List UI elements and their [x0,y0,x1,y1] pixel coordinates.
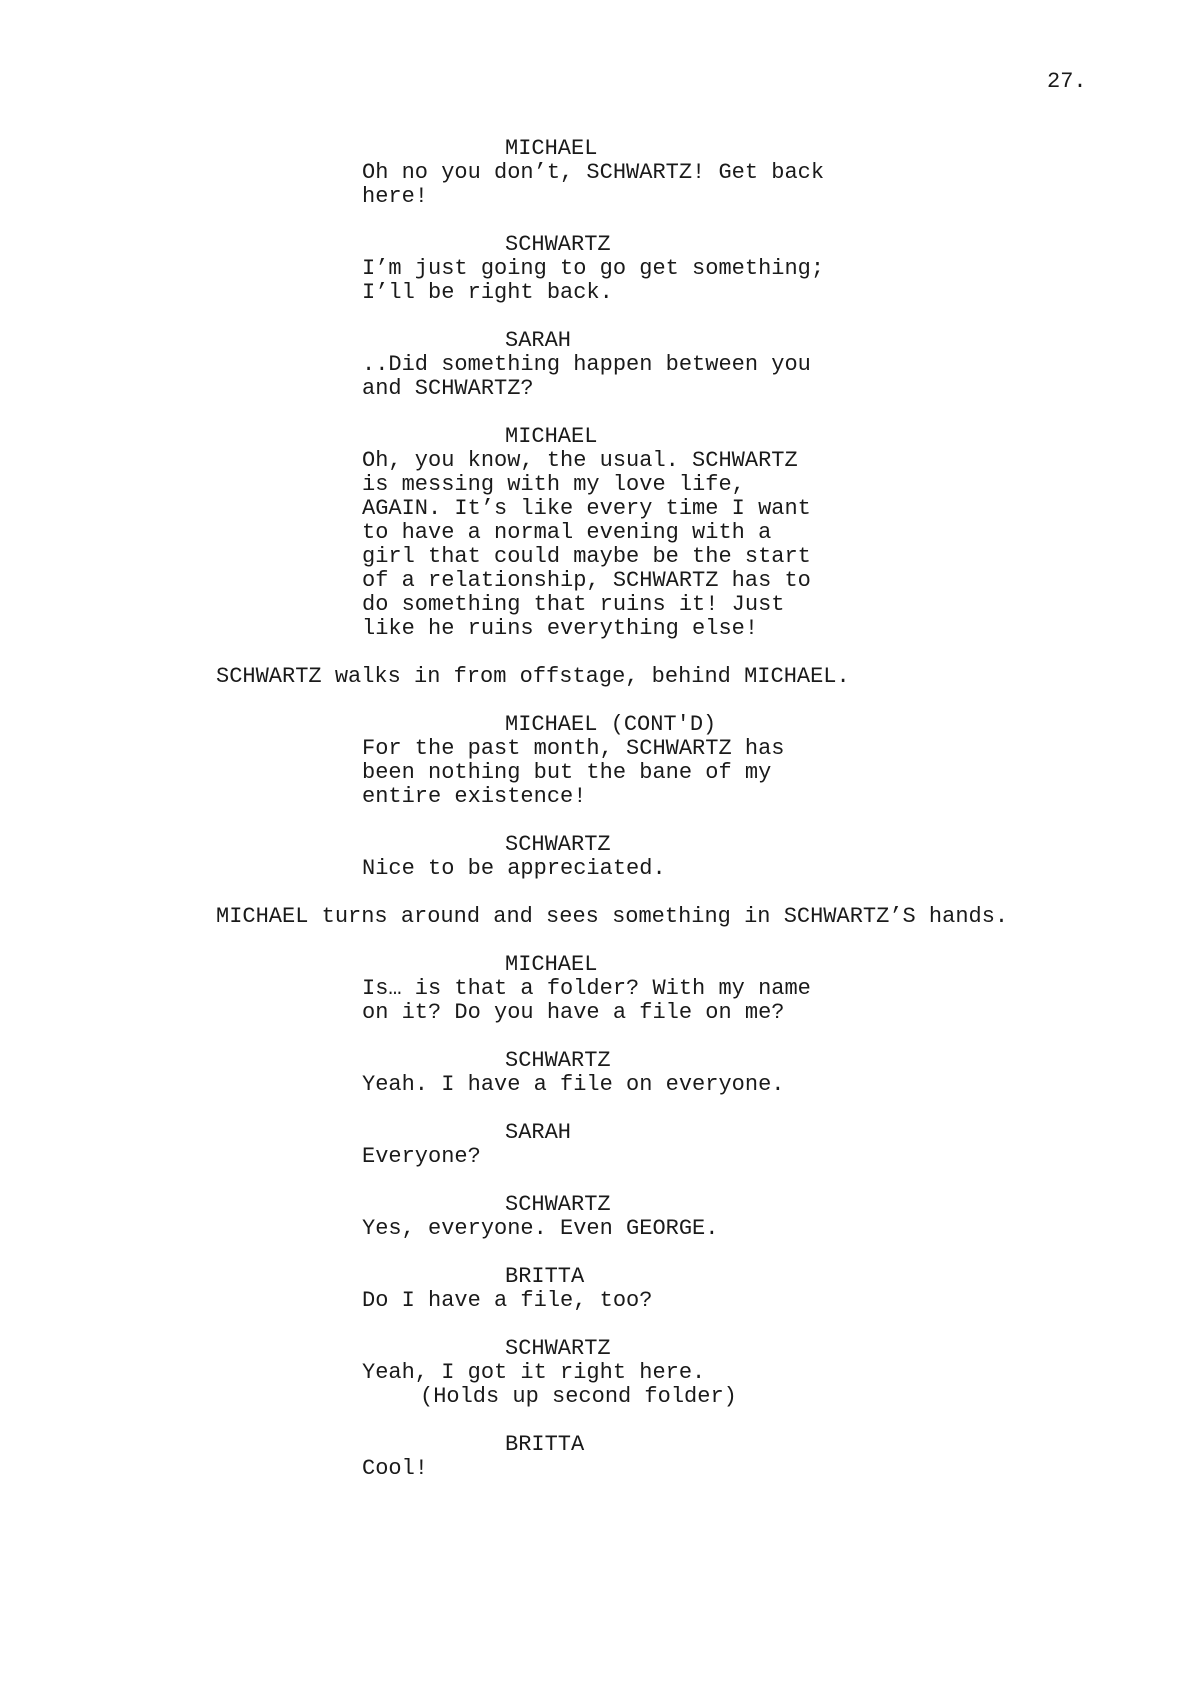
dialogue-line: For the past month, SCHWARTZ has [362,736,785,761]
action-line [0,905,1190,929]
dialogue-block [0,329,1190,401]
dialogue-block [0,233,1190,305]
dialogue-line: I’m just going to go get something; [362,256,825,281]
dialogue-block [0,713,1190,809]
dialogue-line: Nice to be appreciated. [362,856,666,881]
dialogue-line: like he ruins everything else! [362,616,759,641]
dialogue-line: I’ll be right back. [362,280,613,305]
dialogue-line: Cool! [362,1456,429,1481]
dialogue-line: Do I have a file, too? [362,1288,653,1313]
character-name: SCHWARTZ [505,1192,611,1217]
character-name: SARAH [505,1120,572,1145]
dialogue-block [0,1265,1190,1313]
dialogue-line: girl that could maybe be the start [362,544,811,569]
dialogue-line: to have a normal evening with a [362,520,772,545]
dialogue-block [0,137,1190,209]
script-body [0,137,1190,1505]
dialogue-block [0,1049,1190,1097]
dialogue-line: is messing with my love life, [362,472,745,497]
dialogue-line: entire existence! [362,784,587,809]
dialogue-line: Everyone? [362,1144,481,1169]
dialogue-block [0,1433,1190,1481]
dialogue-block [0,1337,1190,1409]
character-name: SARAH [505,328,572,353]
action-line [0,665,1190,689]
dialogue-line: Oh no you don’t, SCHWARTZ! Get back [362,160,825,185]
dialogue-line: Oh, you know, the usual. SCHWARTZ [362,448,798,473]
dialogue-line: Yes, everyone. Even GEORGE. [362,1216,719,1241]
dialogue-line: been nothing but the bane of my [362,760,772,785]
dialogue-line: of a relationship, SCHWARTZ has to [362,568,811,593]
dialogue-line: on it? Do you have a file on me? [362,1000,785,1025]
character-name: SCHWARTZ [505,1048,611,1073]
dialogue-block [0,1193,1190,1241]
character-name: MICHAEL [505,136,598,161]
action-text: SCHWARTZ walks in from offstage, behind MICHAEL. [216,664,850,689]
dialogue-line: and SCHWARTZ? [362,376,534,401]
character-name: BRITTA [505,1264,585,1289]
character-name: SCHWARTZ [505,832,611,857]
dialogue-line: here! [362,184,429,209]
character-name: MICHAEL (CONT'D) [505,712,717,737]
dialogue-block [0,833,1190,881]
dialogue-line: AGAIN. It’s like every time I want [362,496,811,521]
dialogue-line: do something that ruins it! Just [362,592,785,617]
dialogue-block [0,1121,1190,1169]
parenthetical: (Holds up second folder) [420,1384,737,1409]
character-name: MICHAEL [505,952,598,977]
page-number: 27. [1047,69,1087,94]
dialogue-line: Is… is that a folder? With my name [362,976,811,1001]
dialogue-block [0,425,1190,641]
character-name: SCHWARTZ [505,232,611,257]
dialogue-line: Yeah. I have a file on everyone. [362,1072,785,1097]
dialogue-block [0,953,1190,1025]
character-name: BRITTA [505,1432,585,1457]
character-name: SCHWARTZ [505,1336,611,1361]
dialogue-line: Yeah, I got it right here. [362,1360,706,1385]
action-text: MICHAEL turns around and sees something in SCHWARTZ’S hands. [216,904,1009,929]
character-name: MICHAEL [505,424,598,449]
dialogue-line: ..Did something happen between you [362,352,811,377]
